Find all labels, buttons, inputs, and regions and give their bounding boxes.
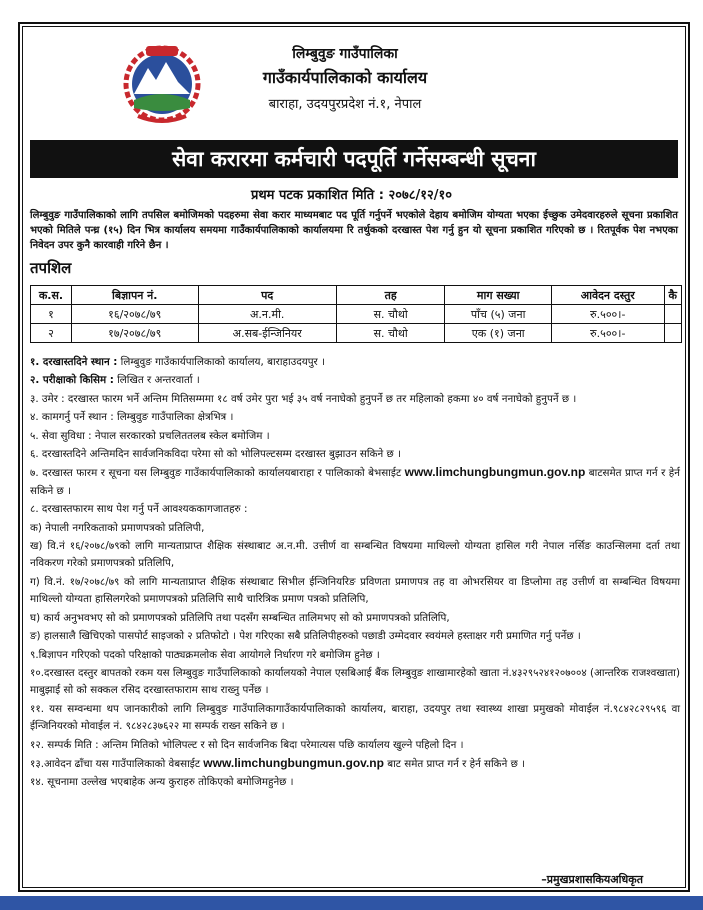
table-header-row — [31, 286, 682, 305]
table-cell: स. चौथो — [336, 324, 444, 343]
note-text: लिम्बुवुङ गाउँकार्यपालिकाको कार्यालय, बाराहाउदयपुर । — [117, 356, 325, 368]
table-cell — [664, 305, 681, 324]
table-cell: एक (१) जना — [445, 324, 552, 343]
table-cell: १७/२०७८/७९ — [71, 324, 198, 343]
note-text: ७. दरखास्त फारम र सूचना यस लिम्बुवुङ गाउँकार्यपालिकाको कार्यालयबाराहा र पालिकाको बेभसाईट — [30, 467, 402, 480]
note-item — [30, 354, 680, 371]
publish-date: प्रथम पटक प्रकाशित मिति : २०७८/१२/१० — [250, 188, 453, 203]
note-label: १. दरखास्तदिने स्थान : — [30, 356, 118, 368]
note-text: लिखित र अन्तरवार्ता । — [113, 374, 200, 387]
note-item: १४. सूचनामा उल्लेख भएबाहेक अन्य कुराहरु तोकिएको बमोजिमहुनेछ । — [30, 776, 294, 789]
col-header: क.स. — [31, 286, 72, 305]
note-subitem: ग) वि.नं. १७/२०७८/७९ को लागि मान्यताप्राप्त शैक्षिक संस्थाबाट सिभील ईन्जिनियरिङ प्रविणता प्रमाणपत्र तह वा ओभरसियर वा डिप्लोमा तह उत्तीर्ण वा सम्बन्धित विषयमा माथिल्लो योग्यता हासिलगरेको प्रमाणपत्रको प्रतिलिपि साथै चारित्रिक प्रमाण पत्रको प्रतिलिपि, — [30, 575, 680, 606]
note-item: ८. दरखास्तफारम साथ पेश गर्नु पर्ने आवश्यककागजातहरु : — [30, 503, 248, 516]
details-heading: तपशिल — [30, 259, 72, 277]
note-item: १२. सम्पर्क मिति : अन्तिम मितिको भोलिपल्ट र सो दिन सार्वजनिक बिदा परेमात्यस पछि कार्यालय खुल्ने पहिलो दिन । — [30, 738, 464, 751]
note-item: १०.दरखास्त दस्तुर बापतको रकम यस लिम्बुवुङ गाउँपालिकाको कार्यालयको नेपाल एसबिआई बैंक लिम्बुवुङ शाखामारहेको खाता नं.४३२९५२४१२०७००४ (आन्तरिक राजश्वखाता) माबुझाई सो को सक्कल रसिद दरखास्तफाराम साथ राख्नु पर्नेछ । — [30, 666, 680, 697]
website-link[interactable]: www.limchungbungmun.gov.np — [404, 465, 586, 480]
table-cell: २ — [31, 324, 72, 343]
col-header: तह — [336, 286, 444, 305]
table-cell: रु.५००।- — [551, 324, 664, 343]
vacancy-table — [30, 285, 682, 343]
col-header: कै — [664, 286, 681, 305]
note-item: ५. सेवा सुविधा : नेपाल सरकारको प्रचलिततलब स्केल बमोजिम । — [30, 429, 270, 442]
table-cell: अ.न.मी. — [198, 305, 336, 324]
col-header: बिज्ञापन नं. — [71, 286, 198, 305]
note-item — [30, 755, 680, 773]
note-subitem: घ) कार्य अनुभवभए सो को प्रमाणपत्रको प्रतिलिपि तथा पदसँग सम्बन्धित तालिमभए सो को प्रमाणपत्रको प्रतिलिपि, — [30, 611, 450, 624]
bottom-color-band — [0, 896, 703, 910]
office-name: गाउँकार्यपालिकाको कार्यालय — [262, 68, 428, 87]
table-row — [31, 324, 682, 343]
note-item — [30, 464, 680, 500]
table-cell: स. चौथो — [336, 305, 444, 324]
table-row — [31, 305, 682, 324]
note-item: ३. उमेर : दरखास्त फारम भर्ने अन्तिम मितिसम्ममा १८ वर्ष उमेर पुरा भई ३५ वर्ष ननाघेको हुनुपर्ने छ तर महिलाको हकमा ४० वर्ष ननाघेको हुनुपर्ने छ । — [30, 392, 577, 405]
note-text: बाट समेत प्राप्त गर्न र हेर्न सकिने छ । — [383, 757, 525, 770]
note-subitem: क) नेपाली नगरिकताको प्रमाणपत्रको प्रतिलिपी, — [30, 521, 205, 534]
intro-paragraph: लिम्बुवुङ गाउँपालिकाको लागि तपसिल बमोजिमको पदहरुमा सेवा करार माध्यमबाट पद पूर्ति गर्नुपर्ने भएकोले देहाय बमोजिम योग्यता भएका ईच्छुक उमेदवारहरुले सूचना प्रकाशित भएको मितिले पन्ध्र (१५) दिन भित्र कार्यालय समयमा गाउँकार्यपालिकाको कार्यालयमा रि तर्थुकको दरखास्त पेश गर्नु हुन यो सूचना प्रकाशित गरिएको छ । रितपूर्वक पेश नभएका निवेदन उपर कुनै कारवाही गरिने छैन । — [30, 210, 678, 251]
table-cell: १६/२०७८/७९ — [71, 305, 198, 324]
office-address: बाराहा, उदयपुरप्रदेश नं.१, नेपाल — [268, 97, 422, 112]
table-cell: १ — [31, 305, 72, 324]
note-text: १३.आवेदन ढाँचा यस गाउँपालिकाको वेबसाईट — [30, 757, 201, 770]
notes-list — [30, 354, 680, 793]
municipality-name: लिम्बुवुङ गाउँपालिका — [292, 46, 398, 62]
table-cell: पाँच (५) जना — [445, 305, 552, 324]
table-cell — [664, 324, 681, 343]
signatory-title: –प्रमुखप्रशासकियअधिकृत — [541, 873, 643, 886]
col-header: माग सख्या — [445, 286, 552, 305]
notice-title-banner: सेवा करारमा कर्मचारी पदपूर्ति गर्नेसम्बन्धी सूचना — [30, 140, 678, 178]
note-subitem: ङ) हालसालै खिचिएको पासपोर्ट साइजको २ प्रतिफोटो । पेश गरिएका सबै प्रतिलिपीहरुको पछाडी उम्मेदवार स्वयंमले हस्ताक्षर गरी प्रमाणित गर्नु पर्नेछ । — [30, 630, 581, 643]
col-header: आवेदन दस्तुर — [551, 286, 664, 305]
note-item — [30, 372, 680, 389]
website-link[interactable]: www.limchungbungmun.gov.np — [203, 755, 384, 770]
nepal-emblem-icon — [118, 38, 206, 126]
table-cell: रु.५००।- — [551, 305, 664, 324]
note-item: ६. दरखास्तदिने अन्तिमदिन सार्वजनिकविदा परेमा सो को भोलिपल्टसम्म दरखास्त बुझाउन सकिने छ । — [30, 448, 401, 461]
table-cell: अ.सब-ईन्जिनियर — [198, 324, 336, 343]
note-subitem: ख) वि.नं १६/२०७८/७९को लागि मान्यताप्राप्त शैक्षिक संस्थाबाट अ.न.मी. उत्तीर्ण वा सम्बन्धित विषयमा माथिल्लो योग्यता हासिल गरी नेपाल नर्सिङ काउन्सिलमा दर्ता तथा नविकरण गरेको प्रमाणपत्रको प्रतिलिपि, — [30, 540, 680, 570]
note-text: बाटसमेत प्राप्त गर्न र हेर्न सकिने छ । — [30, 467, 680, 497]
note-item: ११. यस सम्वन्धमा थप जानकारीको लागि लिम्बुवुङ गाउँपालिकागाउँकार्यपालिकाको कार्यालय, बाराहा, उदयपुर तथा स्वास्थ्य शाखा प्रमुखको मोवाईल नं.९८४२८२९५९६ वा ईन्जिनियरको मोवाईल नं. ९८४२८३७६२२ मा सम्पर्क राख्न सकिने छ । — [30, 702, 680, 733]
note-label: २. परीक्षाको किसिम : — [30, 374, 114, 387]
note-item: ४. कामगर्नु पर्ने स्थान : लिम्बुवुङ गाउँपालिका क्षेत्रभित्र । — [30, 411, 234, 424]
note-item: ९.बिज्ञापन गरिएको पदको परिक्षाको पाठ्यक्रमलोक सेवा आयोगले निर्धारण गरे बमोजिम हुनेछ । — [30, 648, 380, 661]
col-header: पद — [198, 286, 336, 305]
